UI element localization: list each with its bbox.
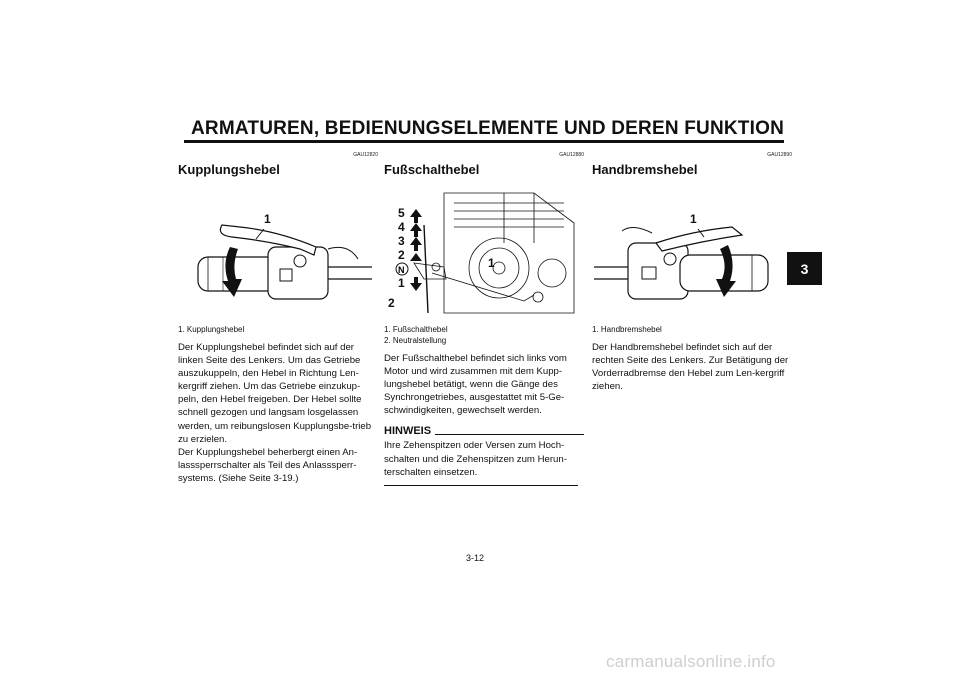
- notice-box: [384, 425, 584, 485]
- notice-title: HINWEIS: [384, 425, 432, 438]
- notice-rule: [435, 434, 584, 435]
- clutch-lever-figure: [178, 183, 374, 321]
- figure-caption: 2. Neutralstellung: [384, 336, 447, 345]
- figure-caption: 1. Kupplungshebel: [178, 325, 245, 334]
- fig-label-1: 1: [690, 212, 697, 226]
- notice-end-rule: [384, 485, 578, 486]
- gear-label-neutral: N: [398, 265, 405, 275]
- section-body: [384, 352, 584, 417]
- section-body: [592, 341, 792, 393]
- section-clutch-lever: [178, 152, 378, 485]
- shift-pedal-figure: [384, 183, 580, 321]
- section-brake-lever: [592, 152, 792, 393]
- paragraph: Der Kupplungshebel befindet sich auf der linken Seite des Lenkers. Um das Getriebe auszukuppeln, den Hebel in Richtung Len-kergriff ziehen. Um das Getriebe einzukup-peln, den Hebel freigeben. Der Hebel sollte schnell gezogen und langsam losgelassen werden, um reibungslosen Kupplungsbe-trieb zu erzielen.: [178, 342, 372, 445]
- paragraph: Der Fußschalthebel befindet sich links vom Motor und wird zusammen mit dem Kupp-lungshebel betätigt, wenn die Gänge des Synchrongetriebes, ausgestattet mit 5-Ge-schwindigkeiten, gewechselt werden.: [384, 353, 567, 417]
- section-code: GAU12820: [353, 152, 378, 158]
- watermark: carmanualsonline.info: [606, 652, 776, 671]
- notice-text: Ihre Zehenspitzen oder Versen zum Hoch-schalten und die Zehenspitzen zum Herun-terschalten einsetzen.: [384, 440, 567, 478]
- brake-lever-illustration: [592, 183, 788, 321]
- brake-lever-figure: [592, 183, 788, 321]
- page-number: 3-12: [466, 553, 485, 563]
- figure-caption: 1. Handbremshebel: [592, 325, 662, 334]
- section-title: Fußschalthebel: [384, 162, 480, 177]
- fig-label-1: 1: [488, 256, 495, 270]
- section-body: [178, 341, 378, 485]
- section-shift-pedal: [384, 152, 584, 486]
- gear-label-5: 5: [398, 206, 405, 220]
- paragraph: Der Handbremshebel befindet sich auf der rechten Seite des Lenkers. Zur Betätigung der Vorderradbremse den Hebel zum Len-kergriff ziehen.: [592, 342, 789, 393]
- clutch-lever-illustration: [178, 183, 374, 321]
- fig-label-1: 1: [264, 212, 271, 226]
- header-rule: [184, 140, 784, 143]
- shift-pedal-illustration: [384, 183, 580, 321]
- section-title: Handbremshebel: [592, 162, 698, 177]
- gear-label-1: 1: [398, 276, 405, 290]
- section-title: Kupplungshebel: [178, 162, 280, 177]
- page-header-title: ARMATUREN, BEDIENUNGSELEMENTE UND DEREN FUNKTION: [191, 118, 784, 139]
- section-code: GAU12880: [559, 152, 584, 158]
- gear-label-2: 2: [398, 248, 405, 262]
- figure-caption: 1. Fußschalthebel: [384, 325, 448, 334]
- fig-label-2: 2: [388, 296, 395, 310]
- chapter-tab: 3: [787, 252, 822, 285]
- paragraph: Der Kupplungshebel beherbergt einen An-lasssperrschalter als Teil des Anlasssperr-systems. (Siehe Seite 3-19.): [178, 446, 358, 484]
- gear-label-4: 4: [398, 220, 405, 234]
- gear-label-3: 3: [398, 234, 405, 248]
- section-code: GAU12890: [767, 152, 792, 158]
